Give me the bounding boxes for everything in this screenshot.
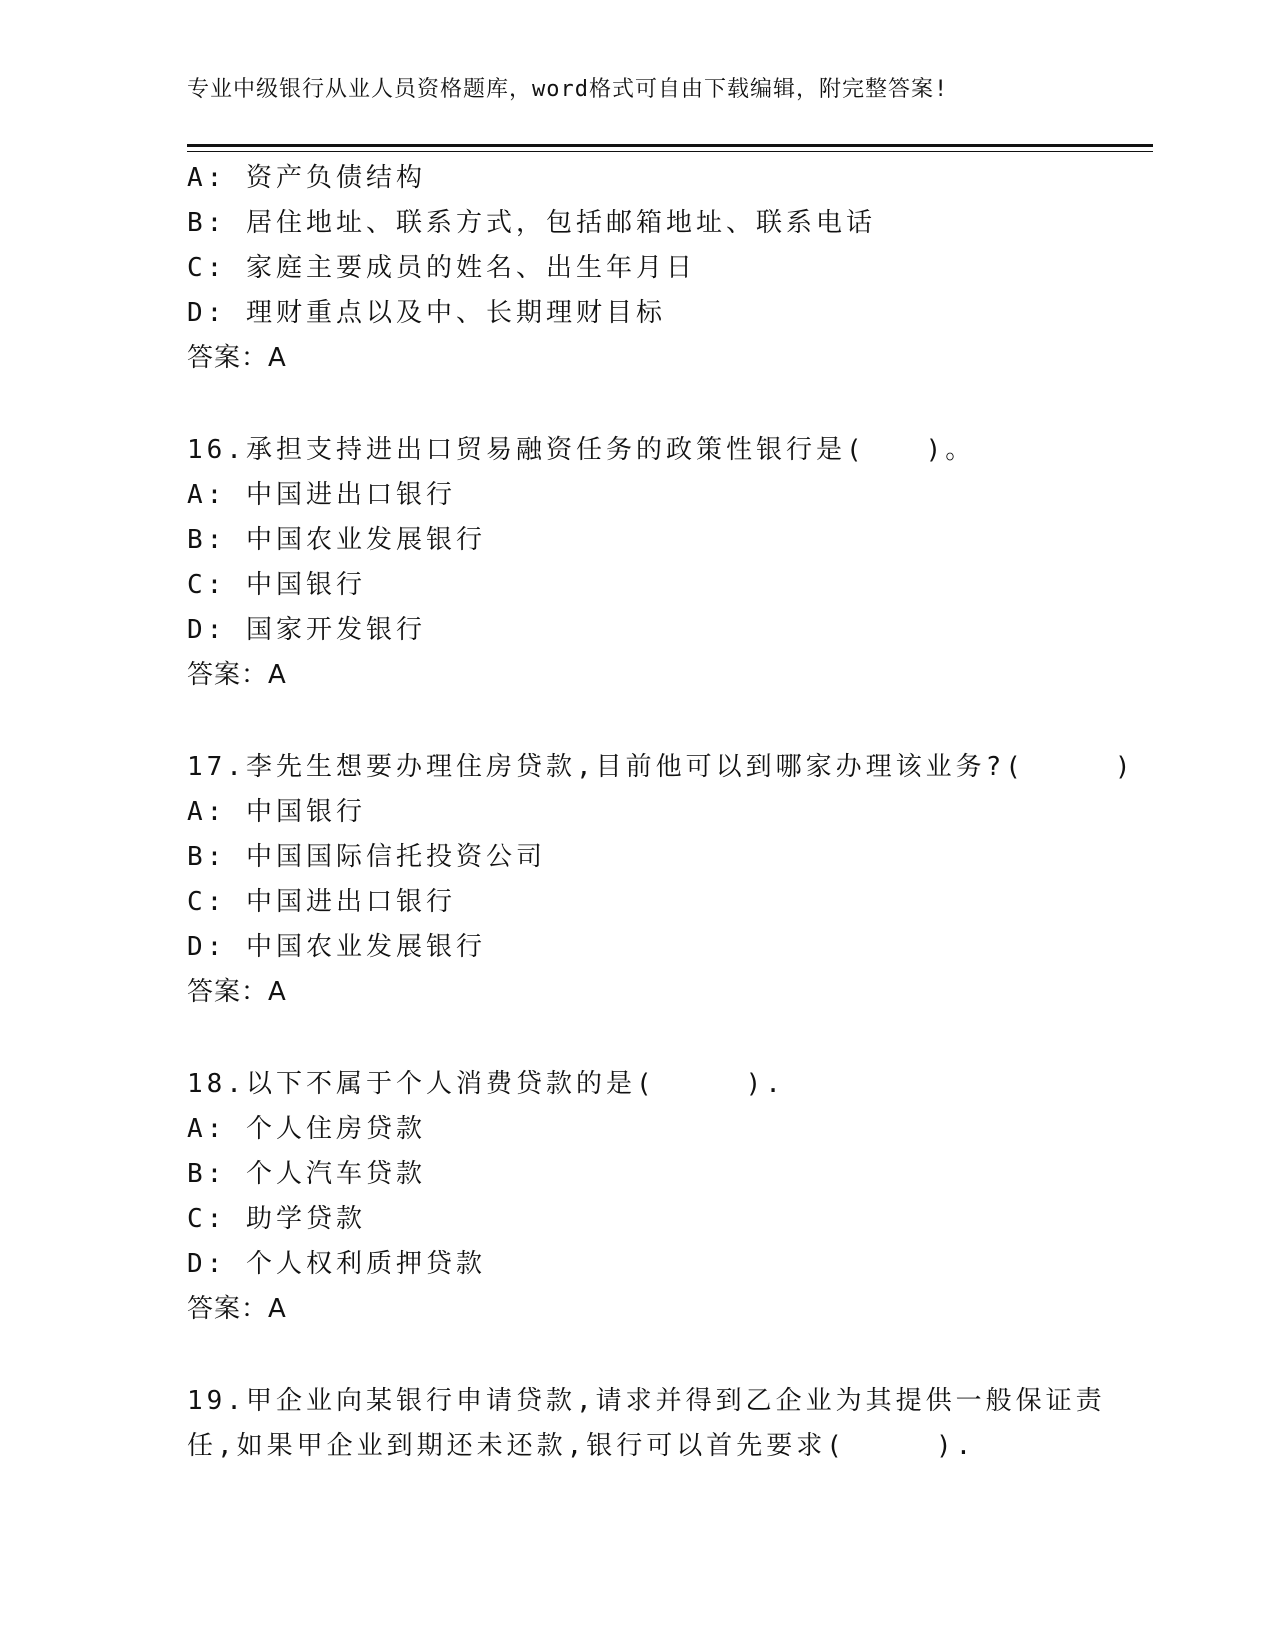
question-stem: 16.承担支持进出口贸易融资任务的政策性银行是( )。 <box>187 435 976 465</box>
question-stem-line-1: 19.甲企业向某银行申请贷款,请求并得到乙企业为其提供一般保证责 <box>187 1386 1106 1416</box>
option-d: D: 中国农业发展银行 <box>187 932 486 962</box>
option-b: B: 个人汽车贷款 <box>187 1159 426 1189</box>
question-19 <box>187 1379 1127 1469</box>
option-d: D: 个人权利质押贷款 <box>187 1249 486 1279</box>
answer: 答案：A <box>187 343 287 373</box>
option-c: C: 中国银行 <box>187 570 366 600</box>
option-c: C: 家庭主要成员的姓名、出生年月日 <box>187 253 696 283</box>
option-b: B: 中国国际信托投资公司 <box>187 842 546 872</box>
option-c: C: 助学贷款 <box>187 1204 366 1234</box>
question-stem: 18.以下不属于个人消费贷款的是( ). <box>187 1069 785 1099</box>
question-17 <box>187 745 1135 1015</box>
answer: 答案：A <box>187 1294 287 1324</box>
option-a: A: 中国进出口银行 <box>187 480 456 510</box>
question-content <box>187 156 1135 1469</box>
option-a: A: 个人住房贷款 <box>187 1114 426 1144</box>
header-divider <box>187 144 1153 152</box>
option-d: D: 国家开发银行 <box>187 615 426 645</box>
question-18 <box>187 1062 1127 1332</box>
option-b: B: 中国农业发展银行 <box>187 525 486 555</box>
question-stem <box>187 1379 1127 1469</box>
page-header: 专业中级银行从业人员资格题库，word格式可自由下载编辑，附完整答案! <box>187 77 949 102</box>
question-stem-line-2: 任,如果甲企业到期还未还款,银行可以首先要求( ). <box>187 1431 976 1461</box>
option-a: A: 资产负债结构 <box>187 163 426 193</box>
option-a: A: 中国银行 <box>187 797 366 827</box>
option-d: D: 理财重点以及中、长期理财目标 <box>187 298 666 328</box>
question-15 <box>187 156 1127 381</box>
answer: 答案：A <box>187 660 287 690</box>
option-c: C: 中国进出口银行 <box>187 887 456 917</box>
question-stem: 17.李先生想要办理住房贷款,目前他可以到哪家办理该业务?( ) <box>187 752 1135 782</box>
answer: 答案：A <box>187 977 287 1007</box>
option-b: B: 居住地址、联系方式，包括邮箱地址、联系电话 <box>187 208 876 238</box>
question-16 <box>187 428 1127 698</box>
